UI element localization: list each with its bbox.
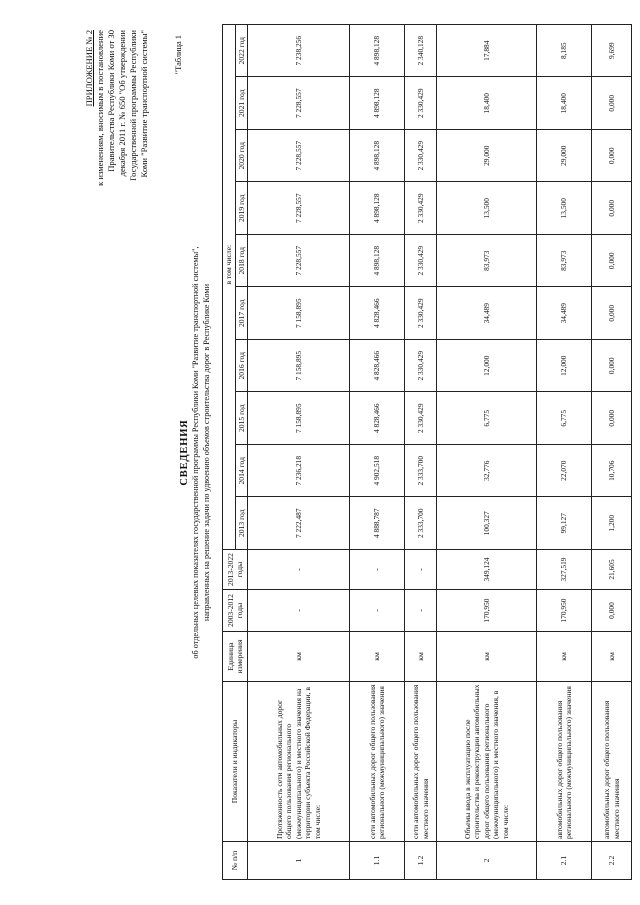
row-indicator: сети автомобильных дорог общего пользования регионального (межмуниципального) значения bbox=[350, 682, 405, 842]
row-year-value: 17,884 bbox=[437, 24, 537, 77]
header-year: 2013 год bbox=[235, 497, 248, 550]
row-year-value: 2 330,429 bbox=[405, 77, 437, 130]
row-period-2013-2022: 21,605 bbox=[592, 550, 632, 590]
row-year-value: 7 228,557 bbox=[248, 130, 350, 183]
row-year-value: 4 898,128 bbox=[350, 24, 405, 77]
row-year-value: 4 898,128 bbox=[350, 182, 405, 235]
header-number: № п/п bbox=[223, 842, 248, 880]
row-year-value: 4 828,466 bbox=[350, 392, 405, 445]
header-year: 2018 год bbox=[235, 235, 248, 288]
row-year-value: 18,400 bbox=[437, 77, 537, 130]
row-year-value: 10,706 bbox=[592, 445, 632, 498]
row-year-value: 0,000 bbox=[592, 235, 632, 288]
row-year-value: 9,699 bbox=[592, 24, 632, 77]
row-year-value: 13,500 bbox=[437, 182, 537, 235]
row-year-value: 32,776 bbox=[437, 445, 537, 498]
row-year-value: 2 330,429 bbox=[405, 182, 437, 235]
table-row bbox=[592, 24, 632, 879]
document-title: СВЕДЕНИЯ bbox=[179, 419, 190, 486]
row-period-2013-2022: 327,519 bbox=[537, 550, 592, 590]
row-unit: км bbox=[592, 632, 632, 682]
document-title-block bbox=[178, 60, 212, 845]
row-year-value: 4 898,128 bbox=[350, 130, 405, 183]
row-year-value: 7 228,557 bbox=[248, 235, 350, 288]
row-year-value: 12,000 bbox=[537, 340, 592, 393]
row-year-value: 7 228,557 bbox=[248, 182, 350, 235]
row-period-2013-2022: 349,124 bbox=[437, 550, 537, 590]
row-year-value: 7 158,895 bbox=[248, 392, 350, 445]
header-period-2013-2022: 2013-2022 годы bbox=[223, 550, 248, 590]
row-number: 2.2 bbox=[592, 842, 632, 880]
row-indicator: сети автомобильных дорог общего пользования местного значения bbox=[405, 682, 437, 842]
row-year-value: 2 330,429 bbox=[405, 130, 437, 183]
row-period-2003-2012: 170,950 bbox=[437, 590, 537, 632]
table-row bbox=[405, 24, 437, 879]
header-unit: Единица измерения bbox=[223, 632, 248, 682]
row-year-value: 22,070 bbox=[537, 445, 592, 498]
row-period-2003-2012: - bbox=[350, 590, 405, 632]
row-year-value: 7 222,487 bbox=[248, 497, 350, 550]
row-number: 1.2 bbox=[405, 842, 437, 880]
row-indicator: Объемы ввода в эксплуатацию после строительства и реконструкции автомобильных дорог общего пользования регионального (межмуниципального) и местного значения, в том числе: bbox=[437, 682, 537, 842]
document-subtitle-line-2: направленных на решение задачи по удвоению объемов строительства дорог в Республике Коми bbox=[201, 284, 211, 621]
row-year-value: 83,973 bbox=[537, 235, 592, 288]
row-year-value: 0,000 bbox=[592, 287, 632, 340]
appendix-line: к изменениям, вносимым в постановление bbox=[95, 30, 105, 186]
table-row bbox=[437, 24, 537, 879]
row-year-value: 7 158,895 bbox=[248, 287, 350, 340]
row-year-value: 100,327 bbox=[437, 497, 537, 550]
header-year: 2021 год bbox=[235, 77, 248, 130]
row-year-value: 99,127 bbox=[537, 497, 592, 550]
row-year-value: 2 340,128 bbox=[405, 24, 437, 77]
document-subtitle-line-1: об отдельных целевых показателях государственной программы Республики Коми "Развитие транспортной системы", bbox=[191, 246, 200, 659]
row-year-value: 8,185 bbox=[537, 24, 592, 77]
row-year-value: 4 902,518 bbox=[350, 445, 405, 498]
row-number: 2 bbox=[437, 842, 537, 880]
row-year-value: 4 828,466 bbox=[350, 340, 405, 393]
row-period-2013-2022: - bbox=[248, 550, 350, 590]
appendix-line: Государственной программы Республики bbox=[128, 30, 138, 182]
row-number: 1 bbox=[248, 842, 350, 880]
row-year-value: 2 330,429 bbox=[405, 287, 437, 340]
row-year-value: 34,489 bbox=[437, 287, 537, 340]
row-year-value: 13,500 bbox=[537, 182, 592, 235]
header-year: 2015 год bbox=[235, 392, 248, 445]
row-number: 2.1 bbox=[537, 842, 592, 880]
table-row bbox=[537, 24, 592, 879]
row-unit: км bbox=[248, 632, 350, 682]
row-year-value: 4 888,787 bbox=[350, 497, 405, 550]
header-period-2003-2012: 2003-2012 годы bbox=[223, 590, 248, 632]
row-year-value: 6,775 bbox=[537, 392, 592, 445]
row-year-value: 4 898,128 bbox=[350, 235, 405, 288]
row-indicator: автомобильных дорог общего пользования регионального (межмуниципального) значения bbox=[537, 682, 592, 842]
header-year: 2020 год bbox=[235, 130, 248, 183]
row-year-value: 0,000 bbox=[592, 130, 632, 183]
row-period-2003-2012: - bbox=[405, 590, 437, 632]
row-period-2003-2012: 0,000 bbox=[592, 590, 632, 632]
row-unit: км bbox=[537, 632, 592, 682]
header-year: 2019 год bbox=[235, 182, 248, 235]
row-year-value: 18,400 bbox=[537, 77, 592, 130]
header-row bbox=[223, 24, 236, 879]
row-year-value: 0,000 bbox=[592, 392, 632, 445]
row-indicator: автомобильных дорог общего пользования местного значения bbox=[592, 682, 632, 842]
row-year-value: 2 333,700 bbox=[405, 445, 437, 498]
row-year-value: 2 333,700 bbox=[405, 497, 437, 550]
row-period-2013-2022: - bbox=[350, 550, 405, 590]
row-year-value: 7 158,895 bbox=[248, 340, 350, 393]
row-year-value: 0,000 bbox=[592, 77, 632, 130]
header-year: 2017 год bbox=[235, 287, 248, 340]
row-year-value: 12,000 bbox=[437, 340, 537, 393]
indicators-table bbox=[222, 24, 632, 880]
header-year: 2016 год bbox=[235, 340, 248, 393]
row-number: 1.1 bbox=[350, 842, 405, 880]
header-indicator: Показатели и индикаторы bbox=[223, 682, 248, 842]
row-period-2013-2022: - bbox=[405, 550, 437, 590]
table-row bbox=[248, 24, 350, 879]
header-year: 2022 год bbox=[235, 24, 248, 77]
row-year-value: 0,000 bbox=[592, 340, 632, 393]
row-year-value: 83,973 bbox=[437, 235, 537, 288]
row-unit: км bbox=[405, 632, 437, 682]
row-year-value: 2 330,429 bbox=[405, 235, 437, 288]
row-unit: км bbox=[437, 632, 537, 682]
row-year-value: 0,000 bbox=[592, 182, 632, 235]
row-year-value: 29,000 bbox=[537, 130, 592, 183]
row-year-value: 29,000 bbox=[437, 130, 537, 183]
row-year-value: 4 898,128 bbox=[350, 77, 405, 130]
row-indicator: Протяженность сети автомобильных дорог общего пользования регионального (межмуниципального) и местного значения на территории субъекта Российской Федерации, в том числе: bbox=[248, 682, 350, 842]
row-period-2003-2012: - bbox=[248, 590, 350, 632]
appendix-line: Правительства Республики Коми от 30 bbox=[106, 30, 116, 172]
row-year-value: 6,775 bbox=[437, 392, 537, 445]
row-year-value: 1,200 bbox=[592, 497, 632, 550]
row-year-value: 2 330,429 bbox=[405, 340, 437, 393]
row-year-value: 2 330,429 bbox=[405, 392, 437, 445]
row-period-2003-2012: 170,950 bbox=[537, 590, 592, 632]
appendix-line: декабря 2011 г. № 650 "Об утверждении bbox=[117, 30, 127, 177]
header-year: 2014 год bbox=[235, 445, 248, 498]
row-year-value: 34,489 bbox=[537, 287, 592, 340]
appendix-heading: ПРИЛОЖЕНИЕ № 2 bbox=[84, 30, 94, 107]
appendix-header bbox=[84, 30, 150, 330]
row-unit: км bbox=[350, 632, 405, 682]
row-year-value: 4 828,466 bbox=[350, 287, 405, 340]
row-year-value: 7 228,557 bbox=[248, 77, 350, 130]
appendix-line: Коми "Развитие транспортной системы" bbox=[139, 30, 149, 178]
row-year-value: 7 236,218 bbox=[248, 445, 350, 498]
header-including: в том числе: bbox=[223, 24, 236, 549]
table-row bbox=[350, 24, 405, 879]
row-year-value: 7 238,256 bbox=[248, 24, 350, 77]
table-number: "Таблица 1 bbox=[174, 35, 183, 75]
